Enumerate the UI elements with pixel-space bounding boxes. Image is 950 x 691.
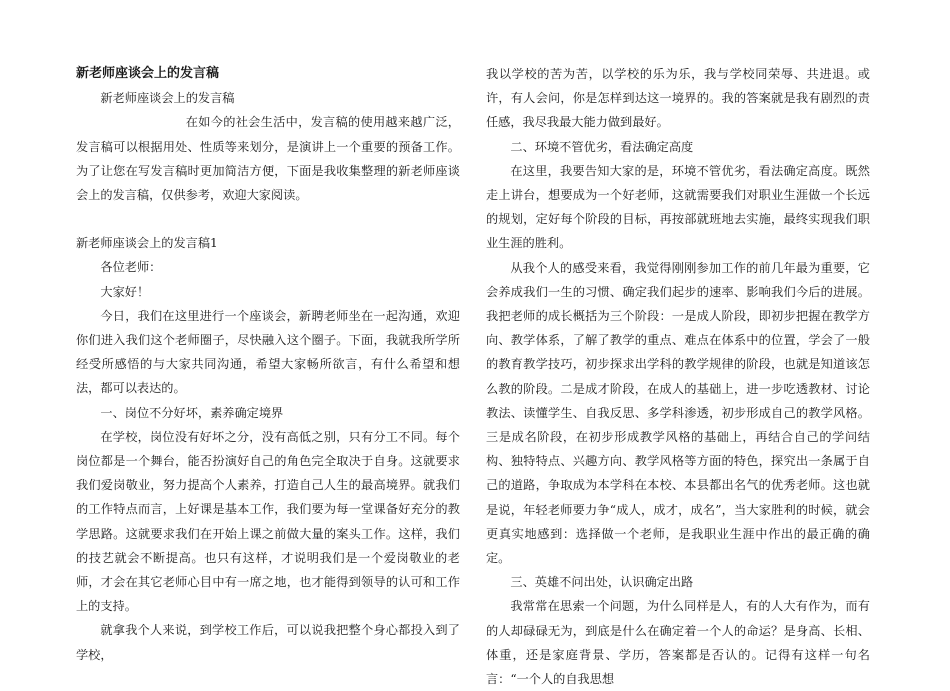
paragraph-continuation: 我以学校的苦为苦，以学校的乐为乐，我与学校同荣辱、共进退。或许，有人会问，你是怎样到达这一境界的。我的答案就是我有剧烈的责任感，我尽我最大能力做到最好。 [486, 67, 870, 130]
left-column [76, 62, 460, 667]
paragraph: 从我个人的感受来看，我觉得刚刚参加工作的前几年最为重要，它会养成我们一生的习惯、确定我们起步的速率、影响我们今后的进展。我把老师的成长概括为三个阶段：一是成人阶段，即初步把握在教学方向、教学体系，了解了教学的重点、难点在体系中的位置，学会了一般的教育教学技巧，初步探求出学科的教学规律的阶段，也就是知道该怎么教的阶段。二是成才阶段，在成人的基础上，进一步吃透教材、讨论教法、读懂学生、自我反思、多学科渗透，初步形成自己的教学风格。三是成名阶段，在初步形成教学风格的基础上，再结合自己的学问结构、独特特点、兴趣方向、教学风格等方面的特色，探究出一条属于自己的道路，争取成为本学科在本校、本县都出名气的优秀老师。这也就是说，年轻老师要力争“成人，成才，成名”，当大家胜利的时候，就会更真实地感到：选择做一个老师，是我职业生涯中作出的最正确的确定。 [486, 260, 870, 566]
section-gap [76, 207, 460, 231]
document-title: 新老师座谈会上的发言稿 [76, 66, 220, 81]
paragraph: 就拿我个人来说，到学校工作后，可以说我把整个身心都投入到了学校， [76, 623, 460, 662]
speech-heading: 新老师座谈会上的发言稿1 [76, 236, 218, 251]
paragraph: 我常常在思索一个问题，为什么同样是人，有的人大有作为，而有的人却碌碌无为，到底是什么在确定着一个人的命运？是身高、长相、体重，还是家庭背景、学历，答案都是否认的。记得有这样一句名言：“一个人的自我思想 [486, 599, 870, 687]
paragraph: 在学校，岗位没有好坏之分，没有高低之别，只有分工不同。每个岗位都是一个舞台，能否扮演好自己的角色完全取决于自身。这就要求我们爱岗敬业，努力提高个人素养，打造自己人生的最高境界。就我们的工作特点而言，上好课是基本工作，我们要为每一堂课备好充分的教学思路。这就要求我们在开始上课之前做大量的案头工作。这样，我们的技艺就会不断提高。也只有这样，才说明我们是一个爱岗敬业的老师，才会在其它老师心目中有一席之地，也才能得到领导的认可和工作上的支持。 [76, 429, 460, 614]
salutation: 各位老师： [100, 260, 162, 275]
paragraph: 今日，我们在这里进行一个座谈会，新聘老师坐在一起沟通，欢迎你们进入我们这个老师圈子，尽快融入这个圈子。下面，我就我所学所经受所感悟的与大家共同沟通，希望大家畅所欲言，有什么希望和想法，都可以表达的。 [76, 308, 460, 396]
paragraph: 在这里，我要告知大家的是，环境不管优劣，看法确定高度。既然走上讲台，想要成为一个好老师，这就需要我们对职业生涯做一个长远的规划，定好每个阶段的目标，再按部就班地去实施，最终实现我们职业生涯的胜利。 [486, 163, 870, 251]
section-heading: 一、岗位不分好坏，素养确定境界 [100, 405, 284, 420]
intro-paragraph: 在如今的社会生活中，发言稿的使用越来越广泛，发言稿可以根据用处、性质等来划分，是演讲上一个重要的预备工作。为了让您在写发言稿时更加简洁方便，下面是我收集整理的新老师座谈会上的发言稿，仅供参考，欢迎大家阅读。 [76, 115, 460, 203]
subtitle: 新老师座谈会上的发言稿 [100, 91, 235, 106]
section-heading: 三、英雄不问出处，认识确定出路 [510, 575, 694, 590]
greeting: 大家好！ [100, 284, 150, 299]
section-heading: 二、环境不管优劣，看法确定高度 [510, 139, 694, 154]
right-column [486, 62, 870, 691]
